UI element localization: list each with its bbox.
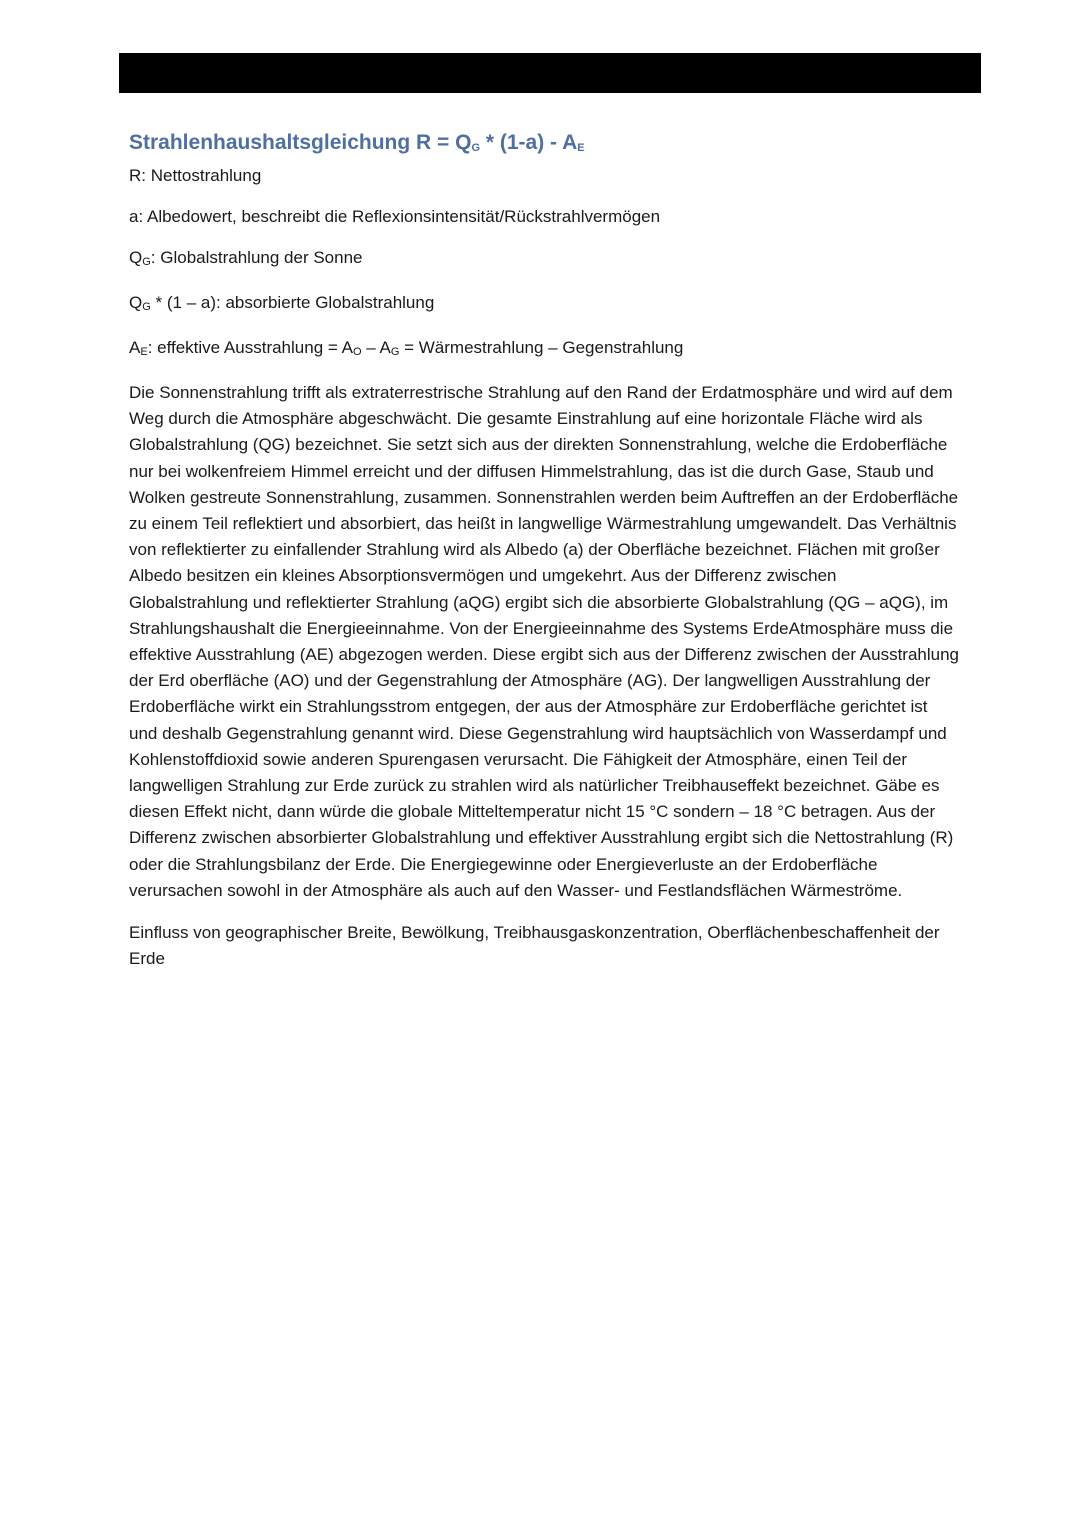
definition-ae: $A_E$: effektive Ausstrahlung = $A_O - A_G$ = Wärmestrahlung – Gegenstrahlung	[129, 338, 684, 358]
definition-absorbed: $Q_G * (1 - a)$: absorbierte Globalstrahlung	[129, 293, 435, 313]
definition-a: a: Albedowert, beschreibt die Reflexionsintensität/Rückstrahlvermögen	[129, 207, 661, 226]
redaction-bar	[119, 53, 981, 93]
closing-paragraph: Einfluss von geographischer Breite, Bewölkung, Treibhausgaskonzentration, Oberflächenbeschaffenheit der Erde	[129, 923, 940, 969]
document-body	[129, 128, 959, 972]
body-paragraph: Die Sonnenstrahlung trifft als extraterrestrische Strahlung auf den Rand der Erdatmosphäre und wird auf dem Weg durch die Atmosphäre abgeschwächt. Die gesamte Einstrahlung auf eine horizontale Fläche wird als Globalstrahlung (QG) bezeichnet. Sie setzt sich aus der direkten Sonnenstrahlung, welche die Erdoberfläche nur bei wolkenfreiem Himmel erreicht und der diffusen Himmelstrahlung, das ist die durch Gase, Staub und Wolken gestreute Sonnenstrahlung, zusammen. Sonnenstrahlen werden beim Auftreffen an der Erdoberfläche zu einem Teil reflektiert und absorbiert, das heißt in langwellige Wärmestrahlung umgewandelt. Das Verhältnis von reflektierter zu einfallender Strahlung wird als Albedo (a) der Oberfläche bezeichnet. Flächen mit großer Albedo besitzen ein kleines Absorptionsvermögen und umgekehrt. Aus der Differenz zwischen Globalstrahlung und reflektierter Strahlung (aQG) ergibt sich die absorbierte Globalstrahlung (QG – aQG), im Strahlungshaushalt die Energieeinnahme. Von der Energieeinnahme des Systems ErdeAtmosphäre muss die effektive Ausstrahlung (AE) abgezogen werden. Diese ergibt sich aus der Differenz zwischen der Ausstrahlung der Erd oberfläche (AO) und der Gegenstrahlung der Atmosphäre (AG). Der langwelligen Ausstrahlung der Erdoberfläche wirkt ein Strahlungsstrom entgegen, der aus der Atmosphäre zur Erdoberfläche gerichtet ist und deshalb Gegenstrahlung genannt wird. Diese Gegenstrahlung wird hauptsächlich von Wasserdampf und Kohlenstoffdioxid sowie anderen Spurengasen verursacht. Die Fähigkeit der Atmosphäre, einen Teil der langwelligen Strahlung zur Erde zurück zu strahlen wird als natürlicher Treibhauseffekt bezeichnet. Gäbe es diesen Effekt nicht, dann würde die globale Mitteltemperatur nicht 15 °C sondern – 18 °C betragen. Aus der Differenz zwischen absorbierter Globalstrahlung und effektiver Ausstrahlung ergibt sich die Nettostrahlung (R) oder die Strahlungsbilanz der Erde. Die Energiegewinne oder Energieverluste an der Erdoberfläche verursachen sowohl in der Atmosphäre als auch auf den Wasser- und Festlandsflächen Wärmeströme.	[129, 383, 960, 900]
page-title: Strahlenhaushaltsgleichung $R = Q_G * (1-a) - A_E$	[129, 131, 585, 154]
definition-r: R: Nettostrahlung	[129, 166, 262, 185]
definition-qg: $Q_G$: Globalstrahlung der Sonne	[129, 248, 363, 268]
